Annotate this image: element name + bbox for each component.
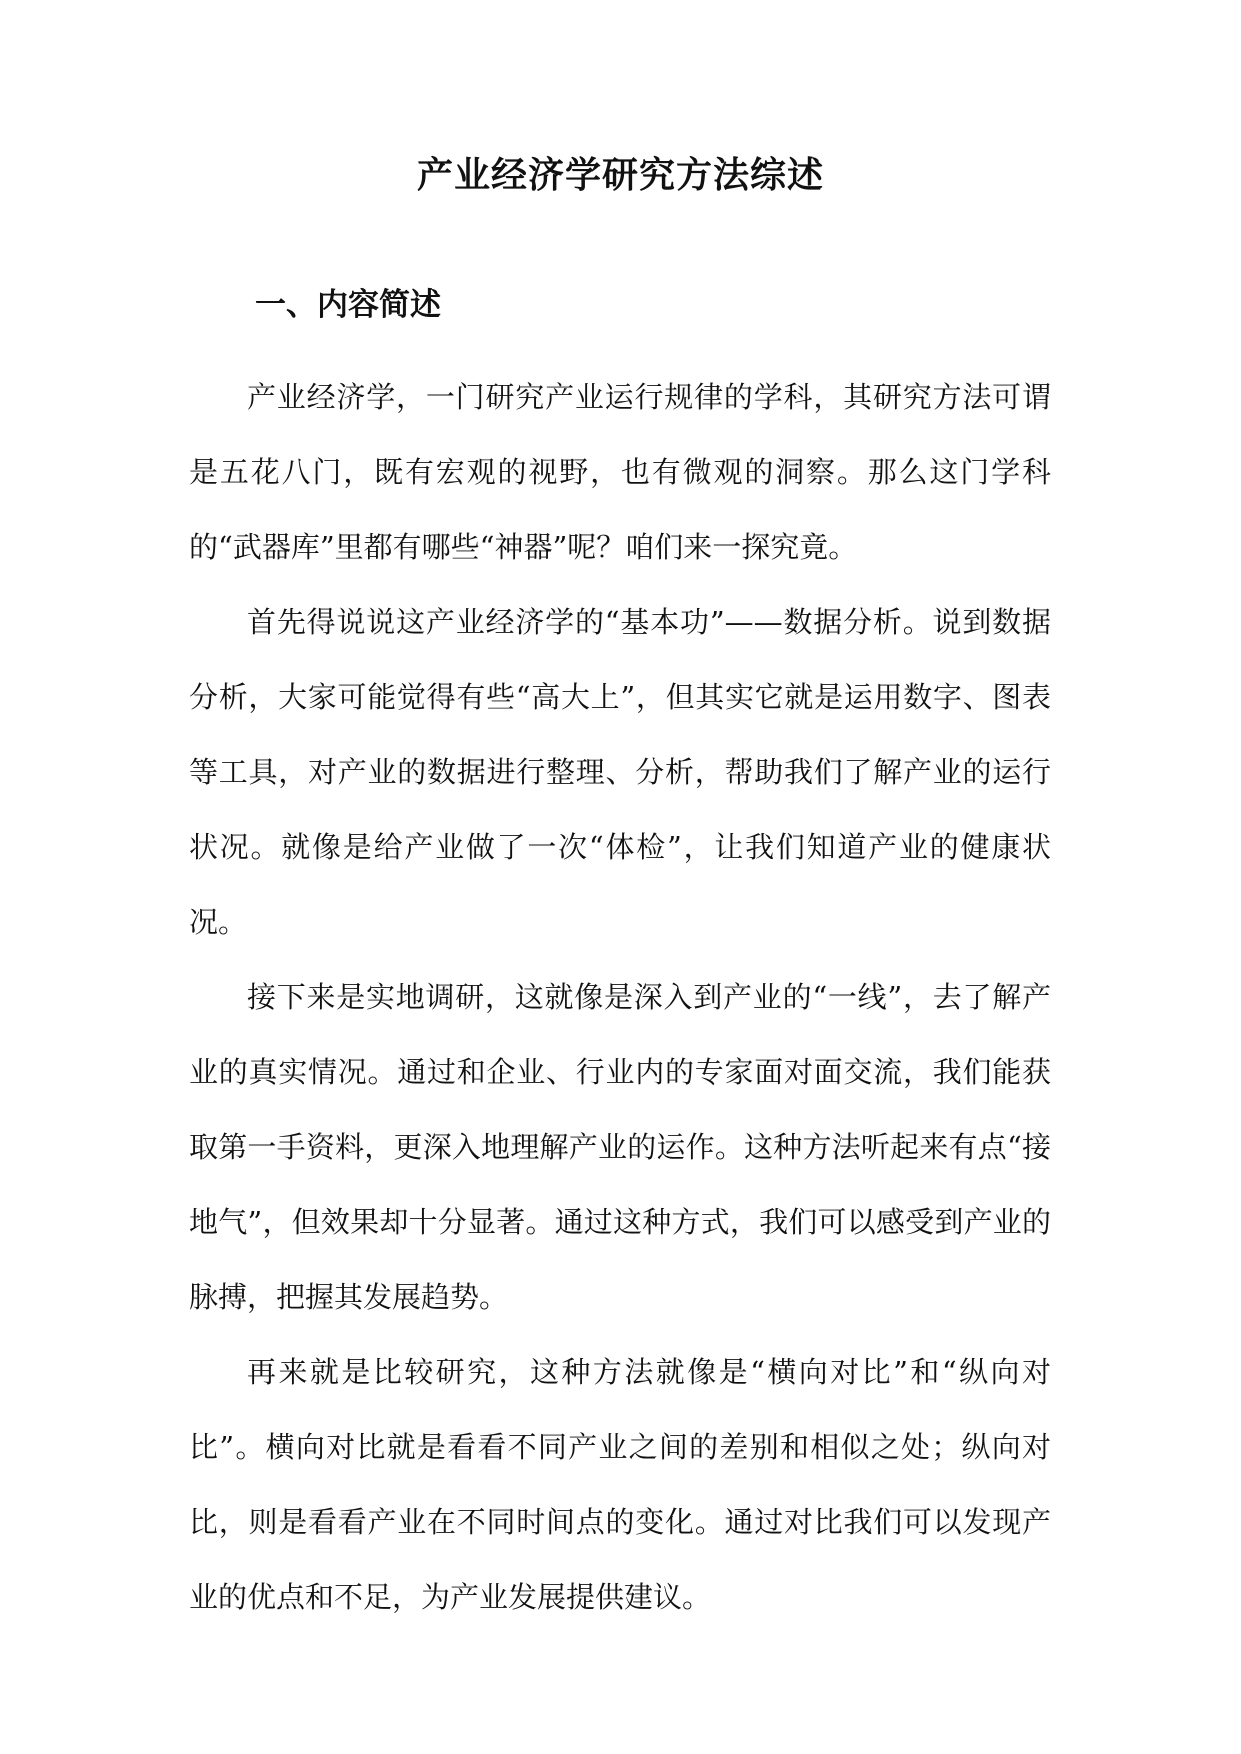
- section-heading: 一、内容简述: [255, 287, 441, 323]
- paragraph-4: 再来就是比较研究，这种方法就像是“横向对比”和“纵向对比”。横向对比就是看看不同产业之间的差别和相似之处；纵向对比，则是看看产业在不同时间点的变化。通过对比我们可以发现产业的优点和不足，为产业发展提供建议。: [189, 1355, 1051, 1614]
- section-body: [189, 360, 1051, 1635]
- paragraph-3: 接下来是实地调研，这就像是深入到产业的“一线”，去了解产业的真实情况。通过和企业、行业内的专家面对面交流，我们能获取第一手资料，更深入地理解产业的运作。这种方法听起来有点“接地气”，但效果却十分显著。通过这种方式，我们可以感受到产业的脉搏，把握其发展趋势。: [189, 980, 1051, 1314]
- document-title: 产业经济学研究方法综述: [416, 154, 824, 196]
- paragraph-1: 产业经济学，一门研究产业运行规律的学科，其研究方法可谓是五花八门，既有宏观的视野，也有微观的洞察。那么这门学科的“武器库”里都有哪些“神器”呢？咱们来一探究竟。: [189, 380, 1051, 564]
- paragraph-2: 首先得说说这产业经济学的“基本功”——数据分析。说到数据分析，大家可能觉得有些“高大上”，但其实它就是运用数字、图表等工具，对产业的数据进行整理、分析，帮助我们了解产业的运行状况。就像是给产业做了一次“体检”，让我们知道产业的健康状况。: [189, 605, 1051, 939]
